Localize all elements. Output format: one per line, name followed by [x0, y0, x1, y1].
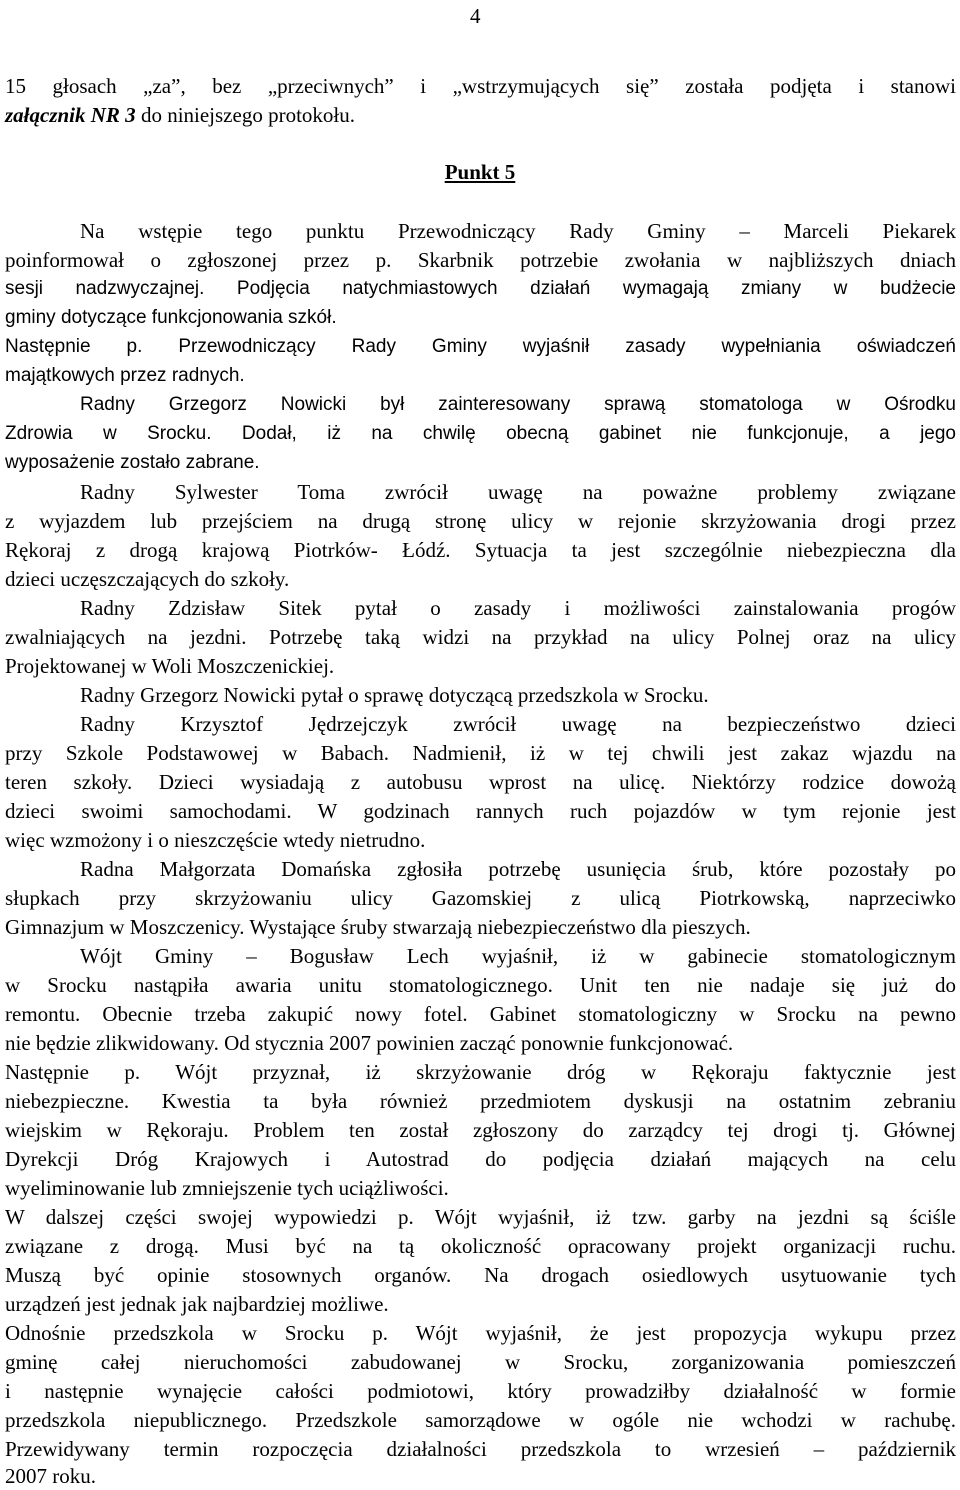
paragraph-line: poinformował o zgłoszonej przez p. Skarbnik potrzebie zwołania w najbliższych dniach: [5, 248, 956, 272]
paragraph-line: Gimnazjum w Moszczenicy. Wystające śruby stwarzają niebezpieczeństwo dla pieszych.: [5, 915, 751, 939]
paragraph-line: Dyrekcji Dróg Krajowych i Autostrad do podjęcia działań mających na celu: [5, 1147, 956, 1171]
intro-line-2: [5, 101, 956, 129]
paragraph-line: Radny Grzegorz Nowicki był zainteresowany sprawą stomatologa w Ośrodku: [80, 394, 956, 415]
paragraph-line: z wyjazdem lub przejściem na drugą stronę ulicy w rejonie skrzyżowania drogi przez: [5, 509, 956, 533]
paragraph-line: niebezpieczne. Kwestia ta była również przedmiotem dyskusji na ostatnim zebraniu: [5, 1089, 956, 1113]
paragraph-line: słupkach przy skrzyżowaniu ulicy Gazomskiej z ulicą Piotrkowską, naprzeciwko: [5, 886, 956, 910]
paragraph-line: gminę całej nieruchomości zabudowanej w Srocku, zorganizowania pomieszczeń: [5, 1350, 956, 1374]
paragraph-line: Radny Krzysztof Jędrzejczyk zwrócił uwagę na bezpieczeństwo dzieci: [80, 712, 956, 736]
paragraph-line: Zdrowia w Srocku. Dodał, iż na chwilę obecną gabinet nie funkcjonuje, a jego: [5, 423, 956, 444]
paragraph-line: Muszą być opinie stosownych organów. Na drogach osiedlowych usytuowanie tych: [5, 1263, 956, 1287]
paragraph-line: Radny Grzegorz Nowicki pytał o sprawę dotyczącą przedszkola w Srocku.: [80, 683, 709, 707]
intro-line-2-rest: do niniejszego protokołu.: [135, 103, 355, 127]
paragraph-line: Odnośnie przedszkola w Srocku p. Wójt wyjaśnił, że jest propozycja wykupu przez: [5, 1321, 956, 1345]
paragraph-line: urządzeń jest jednak jak najbardziej możliwe.: [5, 1292, 389, 1316]
paragraph-line: zwalniających na jezdni. Potrzebę taką widzi na przykład na ulicy Polnej oraz na ulicy: [5, 625, 956, 649]
paragraph-line: dzieci swoimi samochodami. W godzinach rannych ruch pojazdów w tym rejonie jest: [5, 799, 956, 823]
paragraph-line: Na wstępie tego punktu Przewodniczący Rady Gminy – Marceli Piekarek: [80, 219, 956, 243]
paragraph-line: Następnie p. Przewodniczący Rady Gminy wyjaśnił zasady wypełniania oświadczeń: [5, 336, 956, 357]
paragraph-line: Radna Małgorzata Domańska zgłosiła potrzebę usunięcia śrub, które pozostały po: [80, 857, 956, 881]
paragraph-line: W dalszej części swojej wypowiedzi p. Wójt wyjaśnił, iż tzw. garby na jezdni są ściśle: [5, 1205, 956, 1229]
paragraph-line: Projektowanej w Woli Moszczenickiej.: [5, 654, 335, 678]
paragraph-line: Radny Zdzisław Sitek pytał o zasady i możliwości zainstalowania progów: [80, 596, 956, 620]
paragraph-line: teren szkoły. Dzieci wysiadają z autobusu wprost na ulicę. Niektórzy rodzice dowożą: [5, 770, 956, 794]
paragraph-line: remontu. Obecnie trzeba zakupić nowy fotel. Gabinet stomatologiczny w Srocku na pewno: [5, 1002, 956, 1026]
paragraph-line: Wójt Gminy – Bogusław Lech wyjaśnił, iż w gabinecie stomatologicznym: [80, 944, 956, 968]
paragraph-line: przy Szkole Podstawowej w Babach. Nadmienił, iż w tej chwili jest zakaz wjazdu na: [5, 741, 956, 765]
paragraph-line: sesji nadzwyczajnej. Podjęcia natychmiastowych działań wymagają zmiany w budżecie: [5, 278, 956, 299]
paragraph-line: Radny Sylwester Toma zwrócił uwagę na poważne problemy związane: [80, 480, 956, 504]
paragraph-line: nie będzie zlikwidowany. Od stycznia 2007 powinien zacząć ponownie funkcjonować.: [5, 1031, 734, 1055]
paragraph-line: gminy dotyczące funkcjonowania szkół.: [5, 307, 337, 328]
paragraph-line: Przewidywany termin rozpoczęcia działalności przedszkola to wrzesień – październik: [5, 1437, 956, 1461]
paragraph-line: i następnie wynajęcie całości podmiotowi, który prowadziłby działalność w formie: [5, 1379, 956, 1403]
paragraph-line: w Srocku nastąpiła awaria unitu stomatologicznego. Unit ten nie nadaje się już do: [5, 973, 956, 997]
paragraph-line: więc wzmożony i o nieszczęście wtedy nietrudno.: [5, 828, 426, 852]
paragraph-line: przedszkola niepublicznego. Przedszkole samorządowe w ogóle nie wchodzi w rachubę.: [5, 1408, 956, 1432]
page-number: 4: [470, 4, 481, 28]
paragraph-line: związane z drogą. Musi być na tą okoliczność opracowany projekt organizacji ruchu.: [5, 1234, 956, 1258]
paragraph-line: 2007 roku.: [5, 1464, 96, 1488]
paragraph-line: Rękoraj z drogą krajową Piotrków- Łódź. Sytuacja ta jest szczególnie niebezpieczna dla: [5, 538, 956, 562]
intro-line-1: 15 głosach „za”, bez „przeciwnych” i „wstrzymujących się” została podjęta i stanowi: [5, 74, 956, 98]
paragraph-line: Następnie p. Wójt przyznał, iż skrzyżowanie dróg w Rękoraju faktycznie jest: [5, 1060, 956, 1084]
paragraph-line: dzieci uczęszczających do szkoły.: [5, 567, 290, 591]
paragraph-line: wyposażenie zostało zabrane.: [5, 452, 260, 473]
paragraph-line: majątkowych przez radnych.: [5, 365, 245, 386]
attachment-reference: załącznik NR 3: [5, 103, 136, 127]
paragraph-line: wiejskim w Rękoraju. Problem ten został zgłoszony do zarządcy tej drogi tj. Głównej: [5, 1118, 956, 1142]
paragraph-line: wyeliminowanie lub zmniejszenie tych uciążliwości.: [5, 1176, 449, 1200]
section-heading: Punkt 5: [444, 160, 516, 184]
